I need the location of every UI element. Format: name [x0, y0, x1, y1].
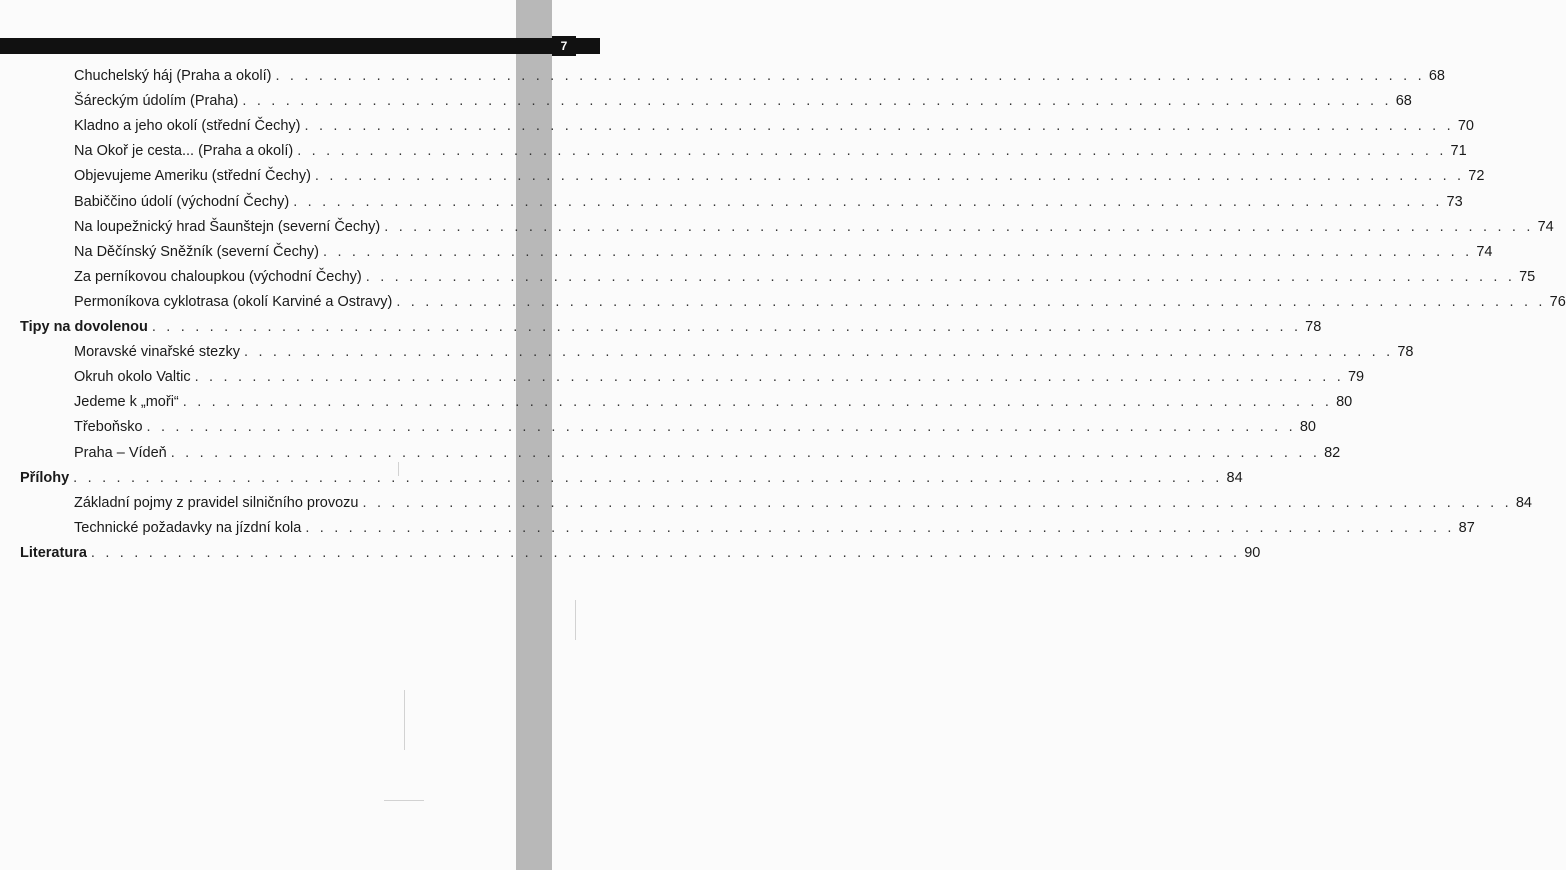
toc-entry	[74, 392, 1353, 412]
toc-section-heading	[20, 468, 1243, 488]
dot-leader: . . . . . . . . . . . . . . . . . . . . . . . . . . . . . . . . . . . . . . . . . . . . . . . . . . . . . . . . . . . . . . . . . . . . . . . . . . . . . . . .	[90, 544, 1241, 561]
toc-entry	[74, 342, 1414, 362]
dot-leader: . . . . . . . . . . . . . . . . . . . . . . . . . . . . . . . . . . . . . . . . . . . . . . . . . . . . . . . . . . . . . . . . . . . . . . . . . . . . . . . .	[304, 118, 1454, 135]
toc-entry-title: Základní pojmy z pravidel silničního provozu	[74, 494, 359, 511]
toc-entry-page: 72	[1468, 168, 1485, 185]
toc-entry	[74, 267, 1536, 287]
toc-entry-page: 78	[1397, 344, 1414, 361]
dot-leader: . . . . . . . . . . . . . . . . . . . . . . . . . . . . . . . . . . . . . . . . . . . . . . . . . . . . . . . . . . . . . . . . . . . . . . . . . . . . . . . .	[182, 394, 1333, 411]
dot-leader: . . . . . . . . . . . . . . . . . . . . . . . . . . . . . . . . . . . . . . . . . . . . . . . . . . . . . . . . . . . . . . . . . . . . . . . . . . . . . . . .	[322, 243, 1473, 260]
toc-entry-title: Za perníkovou chaloupkou (východní Čechy)	[74, 268, 362, 285]
toc-entry-title: Permoníkova cyklotrasa (okolí Karviné a Ostravy)	[74, 293, 393, 310]
scan-speck	[404, 690, 405, 750]
toc-entry-title: Přílohy	[20, 469, 70, 486]
toc-entry	[74, 66, 1445, 86]
toc-entry-page: 73	[1446, 193, 1463, 210]
toc-entry	[74, 91, 1412, 111]
toc-entry-title: Na Okoř je cesta... (Praha a okolí)	[74, 143, 294, 160]
toc-entry	[74, 443, 1341, 463]
toc-entry-page: 82	[1324, 444, 1341, 461]
dot-leader: . . . . . . . . . . . . . . . . . . . . . . . . . . . . . . . . . . . . . . . . . . . . . . . . . . . . . . . . . . . . . . . . . . . . . . . . . . . . . . . .	[314, 168, 1465, 185]
toc-entry	[74, 166, 1485, 186]
dot-leader: . . . . . . . . . . . . . . . . . . . . . . . . . . . . . . . . . . . . . . . . . . . . . . . . . . . . . . . . . . . . . . . . . . . . . . . . . . . . . . . .	[396, 293, 1546, 310]
toc-entry-page: 68	[1395, 93, 1412, 110]
toc-entry	[74, 493, 1532, 513]
toc-entry-title: Literatura	[20, 544, 87, 561]
toc-entry-page: 74	[1537, 218, 1554, 235]
toc-entry-title: Okruh okolo Valtic	[74, 369, 191, 386]
toc-entry-title: Šáreckým údolím (Praha)	[74, 93, 239, 110]
toc-entry-page: 79	[1347, 369, 1365, 386]
toc-entry-title: Chuchelský háj (Praha a okolí)	[74, 68, 272, 84]
dot-leader: . . . . . . . . . . . . . . . . . . . . . . . . . . . . . . . . . . . . . . . . . . . . . . . . . . . . . . . . . . . . . . . . . . . . . . . . . . . . . . . .	[170, 444, 1321, 461]
toc-entry	[74, 367, 1365, 387]
toc-entry	[74, 116, 1474, 136]
dot-leader: . . . . . . . . . . . . . . . . . . . . . . . . . . . . . . . . . . . . . . . . . . . . . . . . . . . . . . . . . . . . . . . . . . . . . . . . . . . . . . . .	[73, 469, 1223, 486]
toc-entry	[74, 192, 1463, 212]
toc-entry-page: 71	[1450, 143, 1467, 160]
dot-leader: . . . . . . . . . . . . . . . . . . . . . . . . . . . . . . . . . . . . . . . . . . . . . . . . . . . . . . . . . . . . . . . . . . . . . . . . . . . . . . . .	[293, 193, 1443, 210]
toc-entry-page: 90	[1244, 544, 1261, 561]
dot-leader: . . . . . . . . . . . . . . . . . . . . . . . . . . . . . . . . . . . . . . . . . . . . . . . . . . . . . . . . . . . . . . . . . . . . . . . . . . . . . . . .	[384, 218, 1534, 235]
toc-entry-page: 78	[1305, 319, 1322, 335]
toc-entry-title: Praha – Vídeň	[74, 444, 167, 461]
dot-leader: . . . . . . . . . . . . . . . . . . . . . . . . . . . . . . . . . . . . . . . . . . . . . . . . . . . . . . . . . . . . . . . . . . . . . . . . . . . . . . . .	[362, 494, 1512, 511]
toc-entry	[74, 242, 1493, 262]
toc-entry-page: 74	[1476, 243, 1493, 260]
toc-entry-page: 80	[1336, 394, 1353, 411]
dot-leader: . . . . . . . . . . . . . . . . . . . . . . . . . . . . . . . . . . . . . . . . . . . . . . . . . . . . . . . . . . . . . . . . . . . . . . . . . . . . . . . .	[242, 93, 1392, 110]
toc-entry-title: Na loupežnický hrad Šaunštejn (severní Čechy)	[74, 218, 381, 235]
toc-entry-page: 84	[1226, 469, 1243, 486]
toc-entry-page: 87	[1458, 519, 1475, 536]
toc-entry-title: Technické požadavky na jízdní kola	[74, 519, 302, 536]
toc-entry	[74, 292, 1566, 312]
toc-entry-page: 75	[1519, 268, 1536, 285]
toc-entry-title: Babiččino údolí (východní Čechy)	[74, 193, 290, 210]
dot-leader: . . . . . . . . . . . . . . . . . . . . . . . . . . . . . . . . . . . . . . . . . . . . . . . . . . . . . . . . . . . . . . . . . . . . . . . . . . . . . . . .	[146, 419, 1296, 436]
toc-entry-title: Kladno a jeho okolí (střední Čechy)	[74, 118, 301, 135]
dot-leader: . . . . . . . . . . . . . . . . . . . . . . . . . . . . . . . . . . . . . . . . . . . . . . . . . . . . . . . . . . . . . . . . . . . . . . . . . . . . . . . .	[275, 68, 1425, 84]
toc-entry-page: 70	[1457, 118, 1474, 135]
toc-entry	[74, 141, 1467, 161]
toc-section-heading	[20, 317, 1322, 337]
toc-section-heading	[20, 543, 1261, 563]
toc-entry	[74, 417, 1316, 437]
toc-entry-page: 76	[1549, 293, 1566, 310]
dot-leader: . . . . . . . . . . . . . . . . . . . . . . . . . . . . . . . . . . . . . . . . . . . . . . . . . . . . . . . . . . . . . . . . . . . . . . . . . . . . . . . .	[151, 319, 1302, 335]
page-number: 7	[552, 36, 576, 56]
dot-leader: . . . . . . . . . . . . . . . . . . . . . . . . . . . . . . . . . . . . . . . . . . . . . . . . . . . . . . . . . . . . . . . . . . . . . . . . . . . . . . . .	[194, 369, 1344, 386]
scan-speck	[398, 462, 399, 476]
toc-entry-page: 80	[1299, 419, 1316, 436]
toc-entry-page: 84	[1515, 494, 1532, 511]
dot-leader: . . . . . . . . . . . . . . . . . . . . . . . . . . . . . . . . . . . . . . . . . . . . . . . . . . . . . . . . . . . . . . . . . . . . . . . . . . . . . . . .	[244, 344, 1394, 361]
toc-entry-title: Tipy na dovolenou	[20, 319, 148, 335]
dot-leader: . . . . . . . . . . . . . . . . . . . . . . . . . . . . . . . . . . . . . . . . . . . . . . . . . . . . . . . . . . . . . . . . . . . . . . . . . . . . . . . .	[305, 519, 1455, 536]
toc-entry-title: Jedeme k „moři“	[74, 394, 179, 411]
scan-speck	[575, 600, 576, 640]
toc-entry-title: Moravské vinařské stezky	[74, 344, 240, 361]
toc-entry-title: Objevujeme Ameriku (střední Čechy)	[74, 168, 311, 185]
toc-entry	[74, 217, 1554, 237]
header-bar	[0, 38, 600, 54]
toc-entry-title: Na Děčínský Sněžník (severní Čechy)	[74, 243, 319, 260]
scan-speck	[384, 800, 424, 801]
toc-entry-page: 68	[1428, 68, 1445, 84]
toc-entry-title: Třeboňsko	[74, 419, 143, 436]
dot-leader: . . . . . . . . . . . . . . . . . . . . . . . . . . . . . . . . . . . . . . . . . . . . . . . . . . . . . . . . . . . . . . . . . . . . . . . . . . . . . . . .	[297, 143, 1447, 160]
toc-entry	[74, 518, 1475, 538]
dot-leader: . . . . . . . . . . . . . . . . . . . . . . . . . . . . . . . . . . . . . . . . . . . . . . . . . . . . . . . . . . . . . . . . . . . . . . . . . . . . . . . .	[365, 268, 1516, 285]
